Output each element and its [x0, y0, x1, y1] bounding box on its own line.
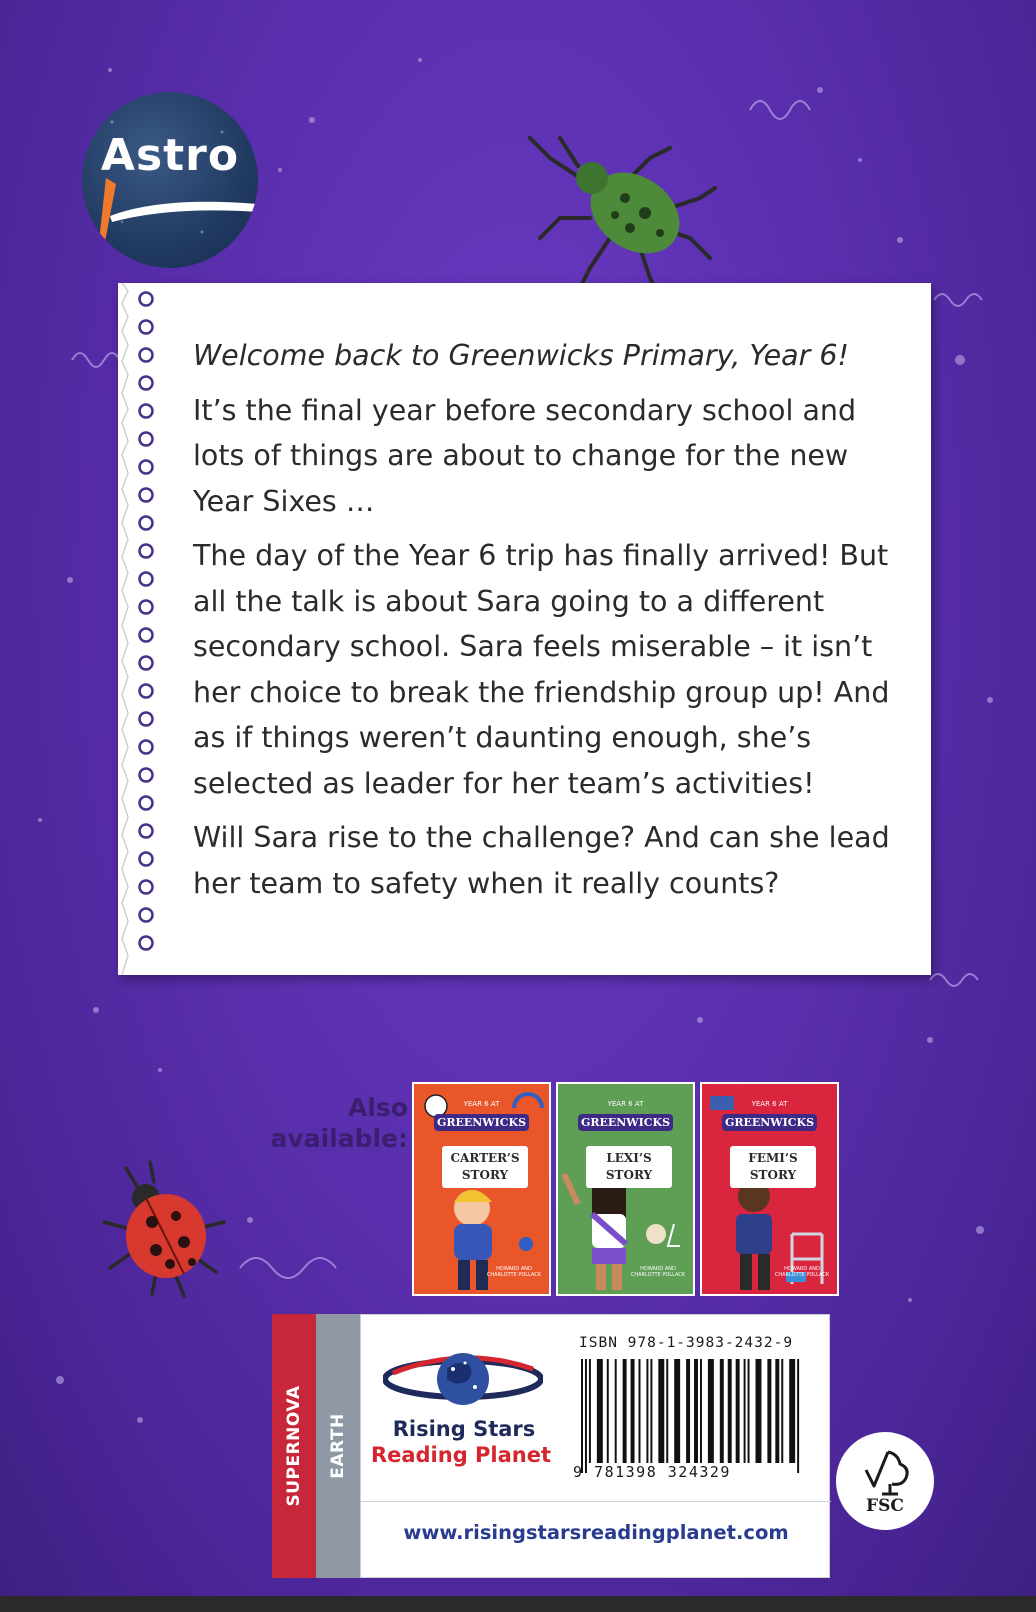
book-series: YEAR 6 AT [751, 1100, 788, 1108]
book-title: FEMI’S STORY [730, 1146, 816, 1188]
notebook-holes [118, 283, 178, 975]
stage-label: EARTH [328, 1413, 348, 1479]
level-band-supernova [272, 1314, 316, 1578]
also-available-label [250, 1092, 408, 1154]
rising-stars-planet-icon [383, 1339, 543, 1419]
book-brand: GREENWICKS [578, 1114, 673, 1131]
stage-band-earth [316, 1314, 360, 1578]
book-authors: HOWARD AND CHARLOTTE POLLACK [486, 1266, 542, 1278]
astro-label: Astro [100, 130, 240, 181]
fsc-badge [836, 1432, 934, 1530]
book-series: YEAR 6 AT [463, 1100, 500, 1108]
book-cover-lexi[interactable] [556, 1082, 695, 1296]
blurb-paragraph-3: Will Sara rise to the challenge? And can she lead her team to safety when it really counts? [193, 821, 890, 900]
book-brand: GREENWICKS [722, 1114, 817, 1131]
publisher-name-line2: Reading Planet [370, 1443, 552, 1467]
blurb-text [193, 333, 913, 915]
also-available-line1: Also [348, 1093, 408, 1122]
blurb-note [118, 283, 931, 975]
beetle-icon [520, 118, 720, 308]
book-authors: HOWARD AND CHARLOTTE POLLACK [630, 1266, 686, 1278]
fsc-label: FSC [866, 1496, 904, 1516]
blurb-paragraph-1: It’s the final year before secondary school and lots of things are about to change for the new Year Sixes … [193, 393, 857, 518]
isbn-label: ISBN 978-1-3983-2432-9 [579, 1335, 794, 1351]
publisher-name-line1: Rising Stars [392, 1417, 536, 1441]
book-series: YEAR 6 AT [607, 1100, 644, 1108]
book-authors: HOWARD AND CHARLOTTE POLLACK [774, 1266, 830, 1278]
barcode-digits: 9 781398 324329 [573, 1463, 731, 1481]
fsc-tree-icon [860, 1444, 910, 1496]
book-cover-femi[interactable] [700, 1082, 839, 1296]
book-cover-carter[interactable] [412, 1082, 551, 1296]
book-title: CARTER’S STORY [442, 1146, 528, 1188]
book-title: LEXI’S STORY [586, 1146, 672, 1188]
bottom-edge [0, 1596, 1036, 1612]
astro-badge [82, 92, 258, 268]
barcode-panel [360, 1314, 830, 1578]
blurb-paragraph-2: The day of the Year 6 trip has finally arrived! But all the talk is about Sara going to a different secondary school. Sara feels miserable – it isn’t her choice to break the friendship group up! And as if things weren’t daunting enough, she’s selected as leader for her team’s activities! [193, 539, 890, 800]
barcode [581, 1359, 813, 1473]
book-brand: GREENWICKS [434, 1114, 529, 1131]
panel-divider [361, 1501, 831, 1502]
blurb-intro: Welcome back to Greenwicks Primary, Year 6! [193, 339, 849, 372]
also-available-line2: available: [270, 1124, 408, 1153]
ladybird-icon [96, 1158, 236, 1298]
publisher-url[interactable]: www.risingstarsreadingplanet.com [403, 1521, 789, 1544]
level-label: SUPERNOVA [284, 1385, 304, 1507]
